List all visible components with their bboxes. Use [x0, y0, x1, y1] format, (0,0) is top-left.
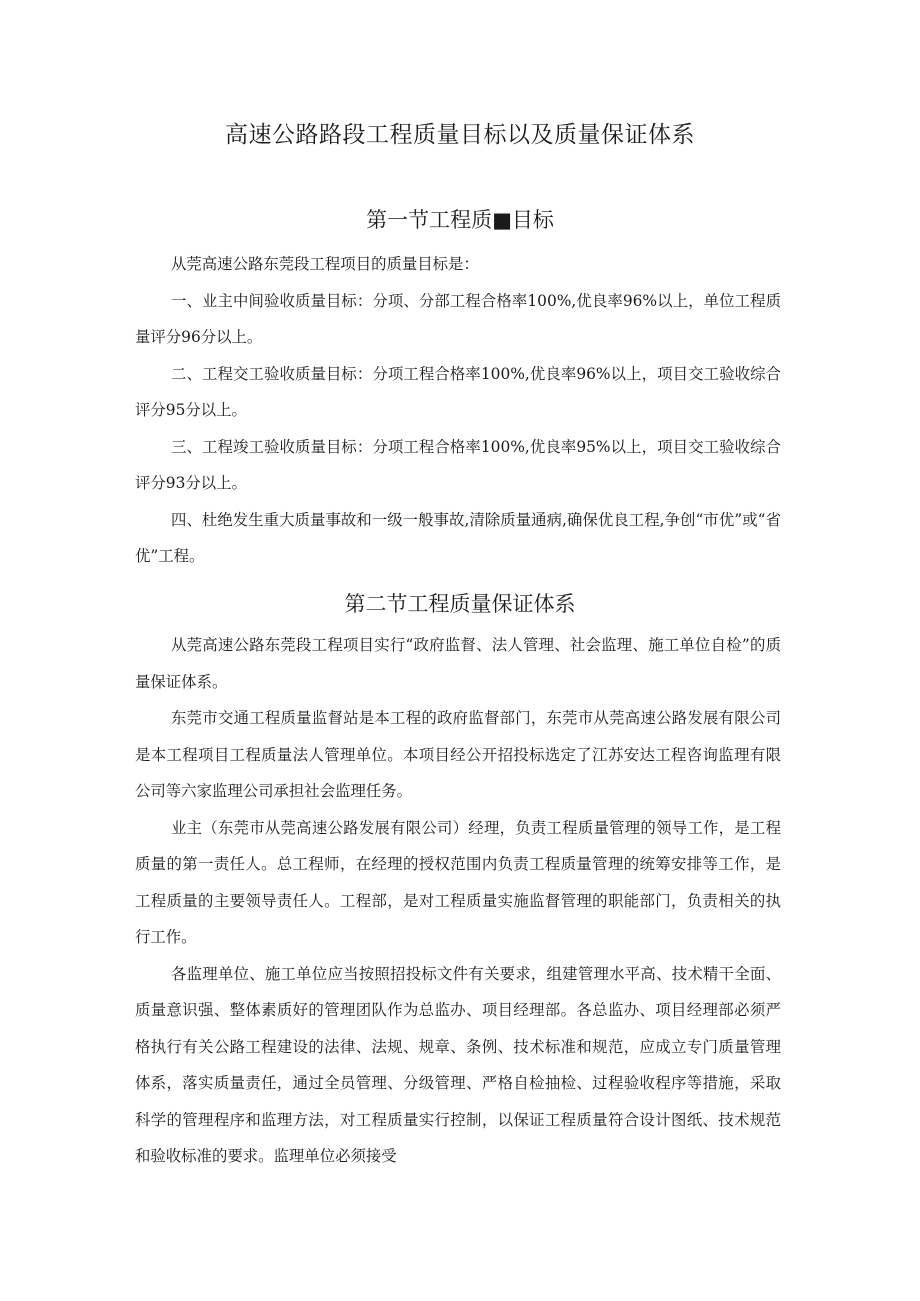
- section-1-heading: 第一节工程质■目标: [366, 208, 554, 232]
- section-2-paragraph: 业主（东莞市从莞高速公路发展有限公司）经理，负责工程质量管理的领导工作，是工程质量的第一责任人。总工程师，在经理的授权范围内负责工程质量管理的统筹安排等工作，是工程质量的主要领导责任人。工程部，是对工程质量实施监督管理的职能部门，负责相关的执行工作。: [135, 818, 781, 946]
- section-2-heading: 第二节工程质量保证体系: [344, 592, 576, 616]
- section-1-paragraph: 三、工程竣工验收质量目标：分项工程合格率100%,优良率95%以上，项目交工验收综合评分93分以上。: [135, 437, 781, 492]
- section-1-paragraph: 一、业主中间验收质量目标：分项、分部工程合格率100%,优良率96%以上，单位工程质量评分96分以上。: [135, 291, 781, 346]
- section-1-paragraph: 四、杜绝发生重大质量事故和一级一般事故,清除质量通病,确保优良工程,争创“市优”或“省优”工程。: [135, 510, 781, 565]
- section-1-paragraph: 从莞高速公路东莞段工程项目的质量目标是：: [171, 255, 479, 273]
- section-1-paragraph: 二、工程交工验收质量目标：分项工程合格率100%,优良率96%以上，项目交工验收综合评分95分以上。: [135, 364, 781, 419]
- document-title: 高速公路路段工程质量目标以及质量保证体系: [225, 122, 695, 148]
- section-2-paragraph: 东莞市交通工程质量监督站是本工程的政府监督部门，东莞市从莞高速公路发展有限公司是本工程项目工程质量法人管理单位。本项目经公开招投标选定了江苏安达工程咨询监理有限公司等六家监理公司承担社会监理任务。: [135, 709, 781, 800]
- section-2-paragraph: 各监理单位、施工单位应当按照招投标文件有关要求，组建管理水平高、技术精干全面、质量意识强、整体素质好的管理团队作为总监办、项目经理部。各总监办、项目经理部必须严格执行有关公路工程建设的法律、法规、规章、条例、技术标准和规范，应成立专门质量管理体系，落实质量责任，通过全员管理、分级管理、严格自检抽检、过程验收程序等措施，采取科学的管理程序和监理方法，对工程质量实行控制，以保证工程质量符合设计图纸、技术规范和验收标准的要求。监理单位必须接受: [135, 964, 781, 1165]
- section-1-body: [135, 246, 781, 575]
- section-2-body: [135, 627, 781, 1175]
- section-2-paragraph: 从莞高速公路东莞段工程项目实行“政府监督、法人管理、社会监理、施工单位自检”的质量保证体系。: [135, 636, 781, 691]
